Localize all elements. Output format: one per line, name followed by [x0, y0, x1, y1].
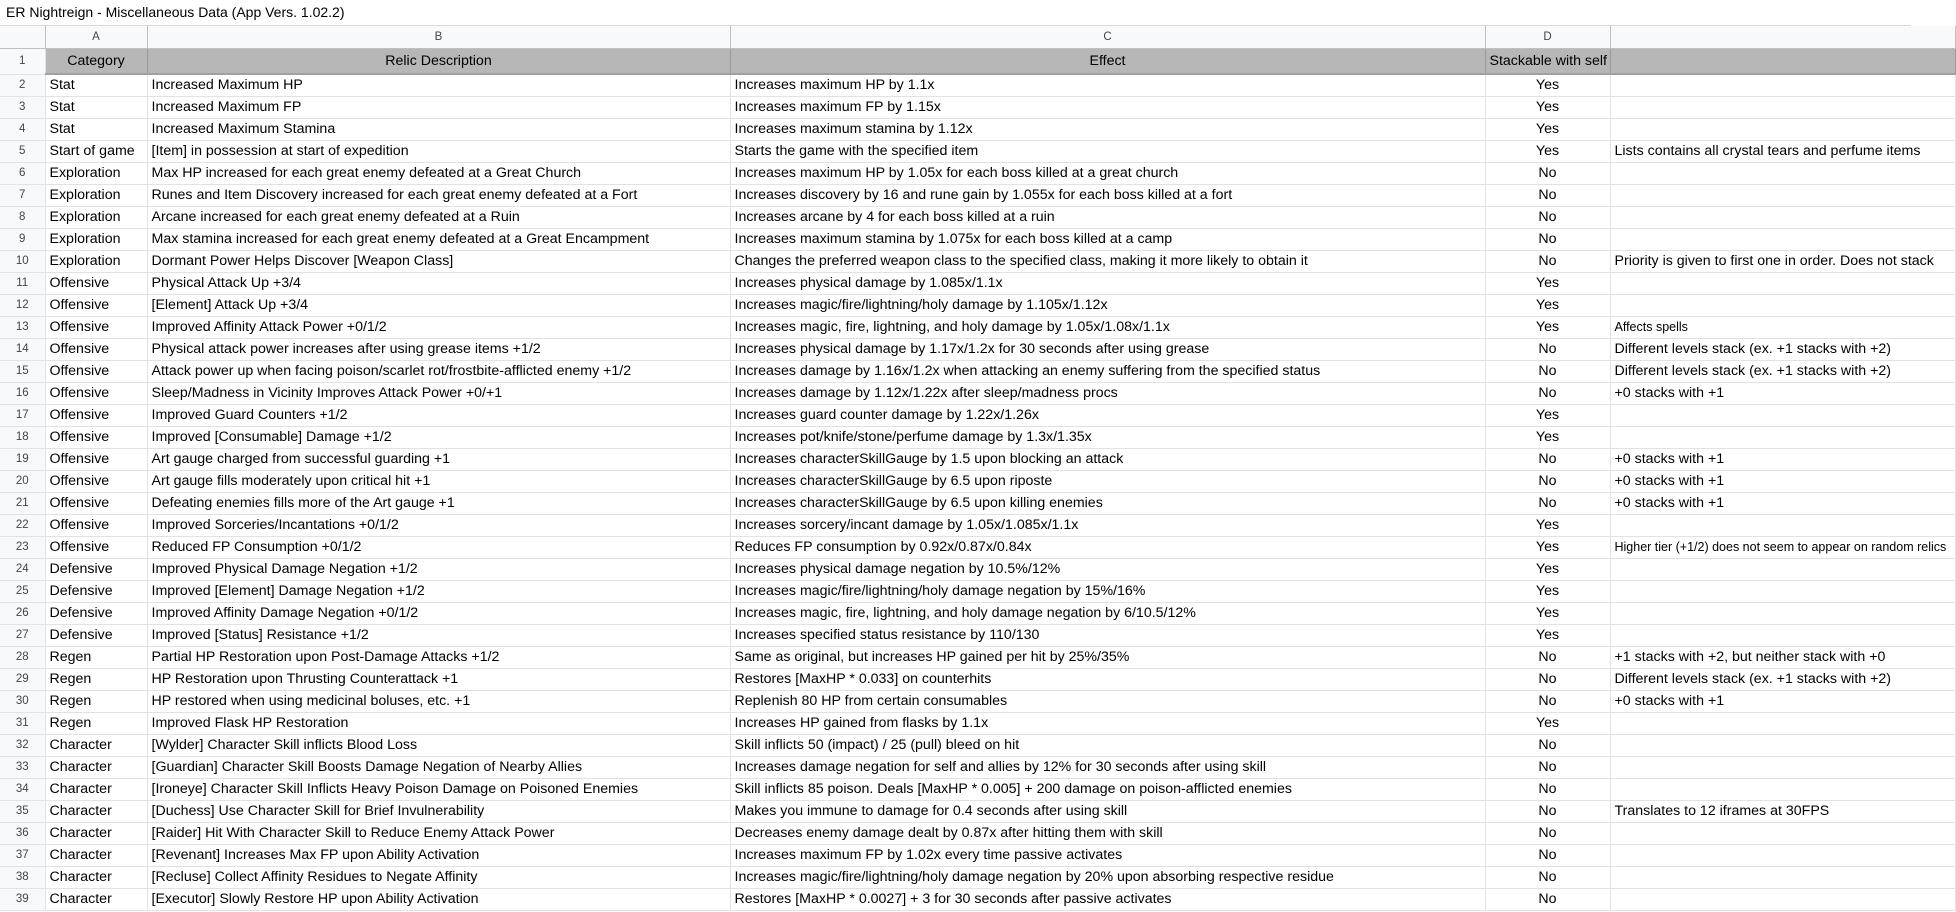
effect-cell[interactable]: Decreases enemy damage dealt by 0.87x after hitting them with skill — [730, 823, 1485, 845]
category-cell[interactable]: Character — [45, 845, 147, 867]
row-number[interactable]: 14 — [0, 339, 45, 361]
description-cell[interactable]: Improved Sorceries/Incantations +0/1/2 — [147, 515, 730, 537]
description-cell[interactable]: Increased Maximum FP — [147, 97, 730, 119]
stackable-cell[interactable]: Yes — [1485, 559, 1610, 581]
table-row — [0, 845, 1955, 867]
effect-cell[interactable]: Increases physical damage negation by 10.5%/12% — [730, 559, 1485, 581]
row-number[interactable]: 35 — [0, 801, 45, 823]
effect-cell[interactable]: Restores [MaxHP * 0.0027] + 3 for 30 seconds after passive activates — [730, 889, 1485, 911]
stackable-cell[interactable]: Yes — [1485, 581, 1610, 603]
stackable-cell[interactable]: No — [1485, 339, 1610, 361]
row-number[interactable]: 13 — [0, 317, 45, 339]
table-row — [0, 317, 1955, 339]
row-number[interactable]: 28 — [0, 647, 45, 669]
table-row — [0, 581, 1955, 603]
row-number[interactable]: 39 — [0, 889, 45, 911]
stackable-cell[interactable]: No — [1485, 207, 1610, 229]
category-cell[interactable]: Offensive — [45, 361, 147, 383]
row-number[interactable]: 29 — [0, 669, 45, 691]
table-row — [0, 383, 1955, 405]
stackable-cell[interactable]: No — [1485, 361, 1610, 383]
row-number[interactable]: 4 — [0, 119, 45, 141]
effect-cell[interactable]: Increases maximum stamina by 1.12x — [730, 119, 1485, 141]
notes-cell[interactable] — [1610, 757, 1955, 779]
category-cell[interactable]: Offensive — [45, 449, 147, 471]
table-row — [0, 515, 1955, 537]
table-row — [0, 229, 1955, 251]
category-cell[interactable]: Defensive — [45, 581, 147, 603]
table-row — [0, 119, 1955, 141]
row-number[interactable]: 36 — [0, 823, 45, 845]
table-row — [0, 647, 1955, 669]
stackable-cell[interactable]: Yes — [1485, 74, 1610, 97]
stackable-cell[interactable]: Yes — [1485, 515, 1610, 537]
notes-cell[interactable]: Priority is given to first one in order. Does not stack — [1610, 251, 1955, 273]
stackable-cell[interactable]: No — [1485, 229, 1610, 251]
notes-cell[interactable] — [1610, 559, 1955, 581]
stackable-cell[interactable]: No — [1485, 757, 1610, 779]
table-row — [0, 141, 1955, 163]
spreadsheet-grid — [0, 26, 1956, 911]
row-number[interactable]: 34 — [0, 779, 45, 801]
column-header-c[interactable]: C — [730, 26, 1485, 49]
table-row — [0, 669, 1955, 691]
notes-cell[interactable]: Affects spells — [1610, 317, 1955, 339]
category-cell[interactable]: Offensive — [45, 273, 147, 295]
category-cell[interactable]: Offensive — [45, 383, 147, 405]
description-cell[interactable]: [Duchess] Use Character Skill for Brief Invulnerability — [147, 801, 730, 823]
table-row — [0, 295, 1955, 317]
table-row — [0, 713, 1955, 735]
effect-cell[interactable]: Increases physical damage by 1.17x/1.2x for 30 seconds after using grease — [730, 339, 1485, 361]
description-cell[interactable]: Physical attack power increases after using grease items +1/2 — [147, 339, 730, 361]
effect-cell[interactable]: Increases maximum stamina by 1.075x for each boss killed at a camp — [730, 229, 1485, 251]
table-row — [0, 449, 1955, 471]
notes-cell[interactable]: Higher tier (+1/2) does not seem to appear on random relics — [1610, 537, 1955, 559]
description-cell[interactable]: Max HP increased for each great enemy defeated at a Great Church — [147, 163, 730, 185]
description-cell[interactable]: Sleep/Madness in Vicinity Improves Attack Power +0/+1 — [147, 383, 730, 405]
header-effect[interactable]: Effect — [730, 49, 1485, 75]
table-row — [0, 867, 1955, 889]
effect-cell[interactable]: Increases maximum FP by 1.15x — [730, 97, 1485, 119]
category-cell[interactable]: Exploration — [45, 207, 147, 229]
notes-cell[interactable] — [1610, 845, 1955, 867]
table-row — [0, 823, 1955, 845]
category-cell[interactable]: Character — [45, 779, 147, 801]
effect-cell[interactable]: Starts the game with the specified item — [730, 141, 1485, 163]
table-row — [0, 779, 1955, 801]
table-row — [0, 691, 1955, 713]
notes-cell[interactable] — [1610, 581, 1955, 603]
notes-cell[interactable] — [1610, 779, 1955, 801]
stackable-cell[interactable]: No — [1485, 845, 1610, 867]
effect-cell[interactable]: Increases characterSkillGauge by 1.5 upon blocking an attack — [730, 449, 1485, 471]
effect-cell[interactable]: Increases magic, fire, lightning, and holy damage by 1.05x/1.08x/1.1x — [730, 317, 1485, 339]
table-row — [0, 801, 1955, 823]
category-cell[interactable]: Exploration — [45, 185, 147, 207]
row-number[interactable]: 1 — [0, 49, 45, 75]
table-row — [0, 361, 1955, 383]
effect-cell[interactable]: Increases maximum HP by 1.1x — [730, 74, 1485, 97]
row-number[interactable]: 2 — [0, 74, 45, 97]
row-number[interactable]: 6 — [0, 163, 45, 185]
table-row — [0, 625, 1955, 647]
notes-cell[interactable] — [1610, 735, 1955, 757]
notes-cell[interactable] — [1610, 405, 1955, 427]
column-header-d[interactable]: D — [1485, 26, 1610, 49]
category-cell[interactable]: Offensive — [45, 405, 147, 427]
description-cell[interactable]: Attack power up when facing poison/scarlet rot/frostbite-afflicted enemy +1/2 — [147, 361, 730, 383]
row-number[interactable]: 9 — [0, 229, 45, 251]
notes-cell[interactable] — [1610, 163, 1955, 185]
table-row — [0, 427, 1955, 449]
notes-cell[interactable] — [1610, 889, 1955, 911]
effect-cell[interactable]: Increases characterSkillGauge by 6.5 upon killing enemies — [730, 493, 1485, 515]
header-row — [0, 49, 1955, 75]
stackable-cell[interactable]: No — [1485, 251, 1610, 273]
table-row — [0, 339, 1955, 361]
row-number[interactable]: 17 — [0, 405, 45, 427]
notes-cell[interactable]: Different levels stack (ex. +1 stacks with +2) — [1610, 339, 1955, 361]
effect-cell[interactable]: Increases pot/knife/stone/perfume damage by 1.3x/1.35x — [730, 427, 1485, 449]
description-cell[interactable]: Increased Maximum Stamina — [147, 119, 730, 141]
effect-cell[interactable]: Increases arcane by 4 for each boss killed at a ruin — [730, 207, 1485, 229]
table-row — [0, 559, 1955, 581]
notes-cell[interactable] — [1610, 229, 1955, 251]
stackable-cell[interactable]: No — [1485, 163, 1610, 185]
effect-cell[interactable]: Makes you immune to damage for 0.4 seconds after using skill — [730, 801, 1485, 823]
category-cell[interactable]: Defensive — [45, 559, 147, 581]
row-number[interactable]: 27 — [0, 625, 45, 647]
notes-cell[interactable] — [1610, 273, 1955, 295]
notes-cell[interactable] — [1610, 119, 1955, 141]
description-cell[interactable]: Art gauge charged from successful guarding +1 — [147, 449, 730, 471]
table-row — [0, 185, 1955, 207]
description-cell[interactable]: Art gauge fills moderately upon critical hit +1 — [147, 471, 730, 493]
description-cell[interactable]: Physical Attack Up +3/4 — [147, 273, 730, 295]
row-number[interactable]: 20 — [0, 471, 45, 493]
table-row — [0, 889, 1955, 911]
notes-cell[interactable] — [1610, 74, 1955, 97]
effect-cell[interactable]: Changes the preferred weapon class to the specified class, making it more likely to obtain it — [730, 251, 1485, 273]
stackable-cell[interactable]: Yes — [1485, 537, 1610, 559]
effect-cell[interactable]: Increases discovery by 16 and rune gain by 1.055x for each boss killed at a fort — [730, 185, 1485, 207]
notes-cell[interactable] — [1610, 97, 1955, 119]
description-cell[interactable]: Improved Affinity Damage Negation +0/1/2 — [147, 603, 730, 625]
category-cell[interactable]: Stat — [45, 97, 147, 119]
description-cell[interactable]: [Item] in possession at start of expedition — [147, 141, 730, 163]
category-cell[interactable]: Offensive — [45, 427, 147, 449]
category-cell[interactable]: Defensive — [45, 625, 147, 647]
stackable-cell[interactable]: Yes — [1485, 405, 1610, 427]
header-category[interactable]: Category — [45, 49, 147, 75]
effect-cell[interactable]: Increases physical damage by 1.085x/1.1x — [730, 273, 1485, 295]
effect-cell[interactable]: Increases magic/fire/lightning/holy damage by 1.105x/1.12x — [730, 295, 1485, 317]
column-header-b[interactable]: B — [147, 26, 730, 49]
description-cell[interactable]: [Raider] Hit With Character Skill to Reduce Enemy Attack Power — [147, 823, 730, 845]
description-cell[interactable]: Improved [Element] Damage Negation +1/2 — [147, 581, 730, 603]
category-cell[interactable]: Offensive — [45, 339, 147, 361]
table-row — [0, 757, 1955, 779]
notes-cell[interactable] — [1610, 823, 1955, 845]
stackable-cell[interactable]: No — [1485, 185, 1610, 207]
category-cell[interactable]: Defensive — [45, 603, 147, 625]
table-row — [0, 405, 1955, 427]
description-cell[interactable]: Arcane increased for each great enemy defeated at a Ruin — [147, 207, 730, 229]
stackable-cell[interactable]: Yes — [1485, 97, 1610, 119]
description-cell[interactable]: Dormant Power Helps Discover [Weapon Class] — [147, 251, 730, 273]
table-row — [0, 471, 1955, 493]
notes-cell[interactable] — [1610, 185, 1955, 207]
stackable-cell[interactable]: Yes — [1485, 625, 1610, 647]
category-cell[interactable]: Character — [45, 801, 147, 823]
effect-cell[interactable]: Increases magic/fire/lightning/holy damage negation by 20% upon absorbing respective residue — [730, 867, 1485, 889]
description-cell[interactable]: [Element] Attack Up +3/4 — [147, 295, 730, 317]
table-row — [0, 537, 1955, 559]
row-number[interactable]: 37 — [0, 845, 45, 867]
description-cell[interactable]: Improved [Status] Resistance +1/2 — [147, 625, 730, 647]
stackable-cell[interactable]: Yes — [1485, 119, 1610, 141]
column-header-row — [0, 26, 1955, 49]
description-cell[interactable]: [Ironeye] Character Skill Inflicts Heavy Poison Damage on Poisoned Enemies — [147, 779, 730, 801]
description-cell[interactable]: [Executor] Slowly Restore HP upon Ability Activation — [147, 889, 730, 911]
effect-cell[interactable]: Increases magic/fire/lightning/holy damage negation by 15%/16% — [730, 581, 1485, 603]
effect-cell[interactable]: Replenish 80 HP from certain consumables — [730, 691, 1485, 713]
header-notes[interactable] — [1610, 49, 1955, 75]
category-cell[interactable]: Regen — [45, 713, 147, 735]
stackable-cell[interactable]: No — [1485, 471, 1610, 493]
description-cell[interactable]: HP restored when using medicinal boluses, etc. +1 — [147, 691, 730, 713]
stackable-cell[interactable]: Yes — [1485, 603, 1610, 625]
row-number[interactable]: 38 — [0, 867, 45, 889]
notes-cell[interactable]: +0 stacks with +1 — [1610, 493, 1955, 515]
notes-cell[interactable]: +0 stacks with +1 — [1610, 471, 1955, 493]
category-cell[interactable]: Exploration — [45, 163, 147, 185]
row-number[interactable]: 10 — [0, 251, 45, 273]
notes-cell[interactable]: Translates to 12 iframes at 30FPS — [1610, 801, 1955, 823]
table-row — [0, 97, 1955, 119]
document-title: ER Nightreign - Miscellaneous Data (App Vers. 1.02.2) — [0, 0, 1911, 26]
notes-cell[interactable] — [1610, 427, 1955, 449]
stackable-cell[interactable]: No — [1485, 867, 1610, 889]
description-cell[interactable]: Partial HP Restoration upon Post-Damage Attacks +1/2 — [147, 647, 730, 669]
notes-cell[interactable]: Different levels stack (ex. +1 stacks with +2) — [1610, 361, 1955, 383]
row-number[interactable]: 7 — [0, 185, 45, 207]
effect-cell[interactable]: Increases maximum FP by 1.02x every time passive activates — [730, 845, 1485, 867]
stackable-cell[interactable]: No — [1485, 383, 1610, 405]
row-number[interactable]: 15 — [0, 361, 45, 383]
notes-cell[interactable] — [1610, 867, 1955, 889]
row-number[interactable]: 19 — [0, 449, 45, 471]
effect-cell[interactable]: Increases damage by 1.16x/1.2x when attacking an enemy suffering from the specified status — [730, 361, 1485, 383]
row-number[interactable]: 30 — [0, 691, 45, 713]
notes-cell[interactable] — [1610, 625, 1955, 647]
notes-cell[interactable] — [1610, 603, 1955, 625]
row-number[interactable]: 18 — [0, 427, 45, 449]
effect-cell[interactable]: Increases HP gained from flasks by 1.1x — [730, 713, 1485, 735]
description-cell[interactable]: Increased Maximum HP — [147, 74, 730, 97]
category-cell[interactable]: Offensive — [45, 317, 147, 339]
stackable-cell[interactable]: Yes — [1485, 713, 1610, 735]
effect-cell[interactable]: Increases damage by 1.12x/1.22x after sleep/madness procs — [730, 383, 1485, 405]
row-number[interactable]: 5 — [0, 141, 45, 163]
row-number[interactable]: 16 — [0, 383, 45, 405]
category-cell[interactable]: Start of game — [45, 141, 147, 163]
row-number[interactable]: 3 — [0, 97, 45, 119]
table-row — [0, 74, 1955, 97]
header-relic-description[interactable]: Relic Description — [147, 49, 730, 75]
stackable-cell[interactable]: No — [1485, 735, 1610, 757]
table-row — [0, 735, 1955, 757]
category-cell[interactable]: Stat — [45, 119, 147, 141]
notes-cell[interactable]: Different levels stack (ex. +1 stacks with +2) — [1610, 669, 1955, 691]
notes-cell[interactable] — [1610, 207, 1955, 229]
notes-cell[interactable]: +0 stacks with +1 — [1610, 449, 1955, 471]
stackable-cell[interactable]: No — [1485, 801, 1610, 823]
category-cell[interactable]: Character — [45, 889, 147, 911]
category-cell[interactable]: Character — [45, 735, 147, 757]
row-number[interactable]: 12 — [0, 295, 45, 317]
notes-cell[interactable]: +0 stacks with +1 — [1610, 383, 1955, 405]
row-number[interactable]: 33 — [0, 757, 45, 779]
description-cell[interactable]: [Revenant] Increases Max FP upon Ability Activation — [147, 845, 730, 867]
effect-cell[interactable]: Skill inflicts 85 poison. Deals [MaxHP * 0.005] + 200 damage on poison-afflicted enemies — [730, 779, 1485, 801]
effect-cell[interactable]: Increases guard counter damage by 1.22x/1.26x — [730, 405, 1485, 427]
notes-cell[interactable]: +0 stacks with +1 — [1610, 691, 1955, 713]
row-number[interactable]: 24 — [0, 559, 45, 581]
effect-cell[interactable]: Same as original, but increases HP gained per hit by 25%/35% — [730, 647, 1485, 669]
category-cell[interactable]: Regen — [45, 691, 147, 713]
table-row — [0, 163, 1955, 185]
notes-cell[interactable] — [1610, 295, 1955, 317]
stackable-cell[interactable]: No — [1485, 449, 1610, 471]
category-cell[interactable]: Regen — [45, 669, 147, 691]
description-cell[interactable]: Improved Affinity Attack Power +0/1/2 — [147, 317, 730, 339]
effect-cell[interactable]: Reduces FP consumption by 0.92x/0.87x/0.84x — [730, 537, 1485, 559]
description-cell[interactable]: Max stamina increased for each great enemy defeated at a Great Encampment — [147, 229, 730, 251]
header-stackable[interactable]: Stackable with self — [1485, 49, 1610, 75]
stackable-cell[interactable]: Yes — [1485, 141, 1610, 163]
notes-cell[interactable] — [1610, 713, 1955, 735]
stackable-cell[interactable]: No — [1485, 493, 1610, 515]
effect-cell[interactable]: Increases maximum HP by 1.05x for each boss killed at a great church — [730, 163, 1485, 185]
select-all-corner[interactable] — [0, 26, 45, 49]
notes-cell[interactable]: +1 stacks with +2, but neither stack with +0 — [1610, 647, 1955, 669]
category-cell[interactable]: Character — [45, 867, 147, 889]
stackable-cell[interactable]: No — [1485, 889, 1610, 911]
column-header-a[interactable]: A — [45, 26, 147, 49]
description-cell[interactable]: [Recluse] Collect Affinity Residues to Negate Affinity — [147, 867, 730, 889]
effect-cell[interactable]: Increases magic, fire, lightning, and holy damage negation by 6/10.5/12% — [730, 603, 1485, 625]
notes-cell[interactable] — [1610, 515, 1955, 537]
description-cell[interactable]: HP Restoration upon Thrusting Counterattack +1 — [147, 669, 730, 691]
category-cell[interactable]: Offensive — [45, 471, 147, 493]
effect-cell[interactable]: Increases characterSkillGauge by 6.5 upon riposte — [730, 471, 1485, 493]
description-cell[interactable]: Runes and Item Discovery increased for each great enemy defeated at a Fort — [147, 185, 730, 207]
stackable-cell[interactable]: No — [1485, 779, 1610, 801]
category-cell[interactable]: Character — [45, 757, 147, 779]
stackable-cell[interactable]: Yes — [1485, 273, 1610, 295]
description-cell[interactable]: Improved [Consumable] Damage +1/2 — [147, 427, 730, 449]
row-number[interactable]: 32 — [0, 735, 45, 757]
stackable-cell[interactable]: Yes — [1485, 317, 1610, 339]
table-row — [0, 273, 1955, 295]
category-cell[interactable]: Exploration — [45, 251, 147, 273]
row-number[interactable]: 26 — [0, 603, 45, 625]
category-cell[interactable]: Offensive — [45, 515, 147, 537]
description-cell[interactable]: [Wylder] Character Skill inflicts Blood Loss — [147, 735, 730, 757]
notes-cell[interactable]: Lists contains all crystal tears and perfume items — [1610, 141, 1955, 163]
table-row — [0, 603, 1955, 625]
category-cell[interactable]: Offensive — [45, 537, 147, 559]
row-number[interactable]: 11 — [0, 273, 45, 295]
stackable-cell[interactable]: No — [1485, 647, 1610, 669]
description-cell[interactable]: Improved Flask HP Restoration — [147, 713, 730, 735]
table-row — [0, 207, 1955, 229]
row-number[interactable]: 31 — [0, 713, 45, 735]
effect-cell[interactable]: Increases specified status resistance by 110/130 — [730, 625, 1485, 647]
description-cell[interactable]: Reduced FP Consumption +0/1/2 — [147, 537, 730, 559]
row-number[interactable]: 23 — [0, 537, 45, 559]
description-cell[interactable]: Defeating enemies fills more of the Art gauge +1 — [147, 493, 730, 515]
row-number[interactable]: 21 — [0, 493, 45, 515]
row-number[interactable]: 25 — [0, 581, 45, 603]
description-cell[interactable]: Improved Physical Damage Negation +1/2 — [147, 559, 730, 581]
description-cell[interactable]: Improved Guard Counters +1/2 — [147, 405, 730, 427]
stackable-cell[interactable]: Yes — [1485, 427, 1610, 449]
effect-cell[interactable]: Increases damage negation for self and allies by 12% for 30 seconds after using skill — [730, 757, 1485, 779]
row-number[interactable]: 8 — [0, 207, 45, 229]
effect-cell[interactable]: Skill inflicts 50 (impact) / 25 (pull) bleed on hit — [730, 735, 1485, 757]
category-cell[interactable]: Exploration — [45, 229, 147, 251]
stackable-cell[interactable]: Yes — [1485, 295, 1610, 317]
category-cell[interactable]: Character — [45, 823, 147, 845]
row-number[interactable]: 22 — [0, 515, 45, 537]
table-row — [0, 251, 1955, 273]
effect-cell[interactable]: Increases sorcery/incant damage by 1.05x/1.085x/1.1x — [730, 515, 1485, 537]
stackable-cell[interactable]: No — [1485, 669, 1610, 691]
description-cell[interactable]: [Guardian] Character Skill Boosts Damage Negation of Nearby Allies — [147, 757, 730, 779]
category-cell[interactable]: Regen — [45, 647, 147, 669]
category-cell[interactable]: Offensive — [45, 295, 147, 317]
table-row — [0, 493, 1955, 515]
stackable-cell[interactable]: No — [1485, 691, 1610, 713]
category-cell[interactable]: Stat — [45, 74, 147, 97]
effect-cell[interactable]: Restores [MaxHP * 0.033] on counterhits — [730, 669, 1485, 691]
column-header-e[interactable] — [1610, 26, 1955, 49]
stackable-cell[interactable]: No — [1485, 823, 1610, 845]
category-cell[interactable]: Offensive — [45, 493, 147, 515]
